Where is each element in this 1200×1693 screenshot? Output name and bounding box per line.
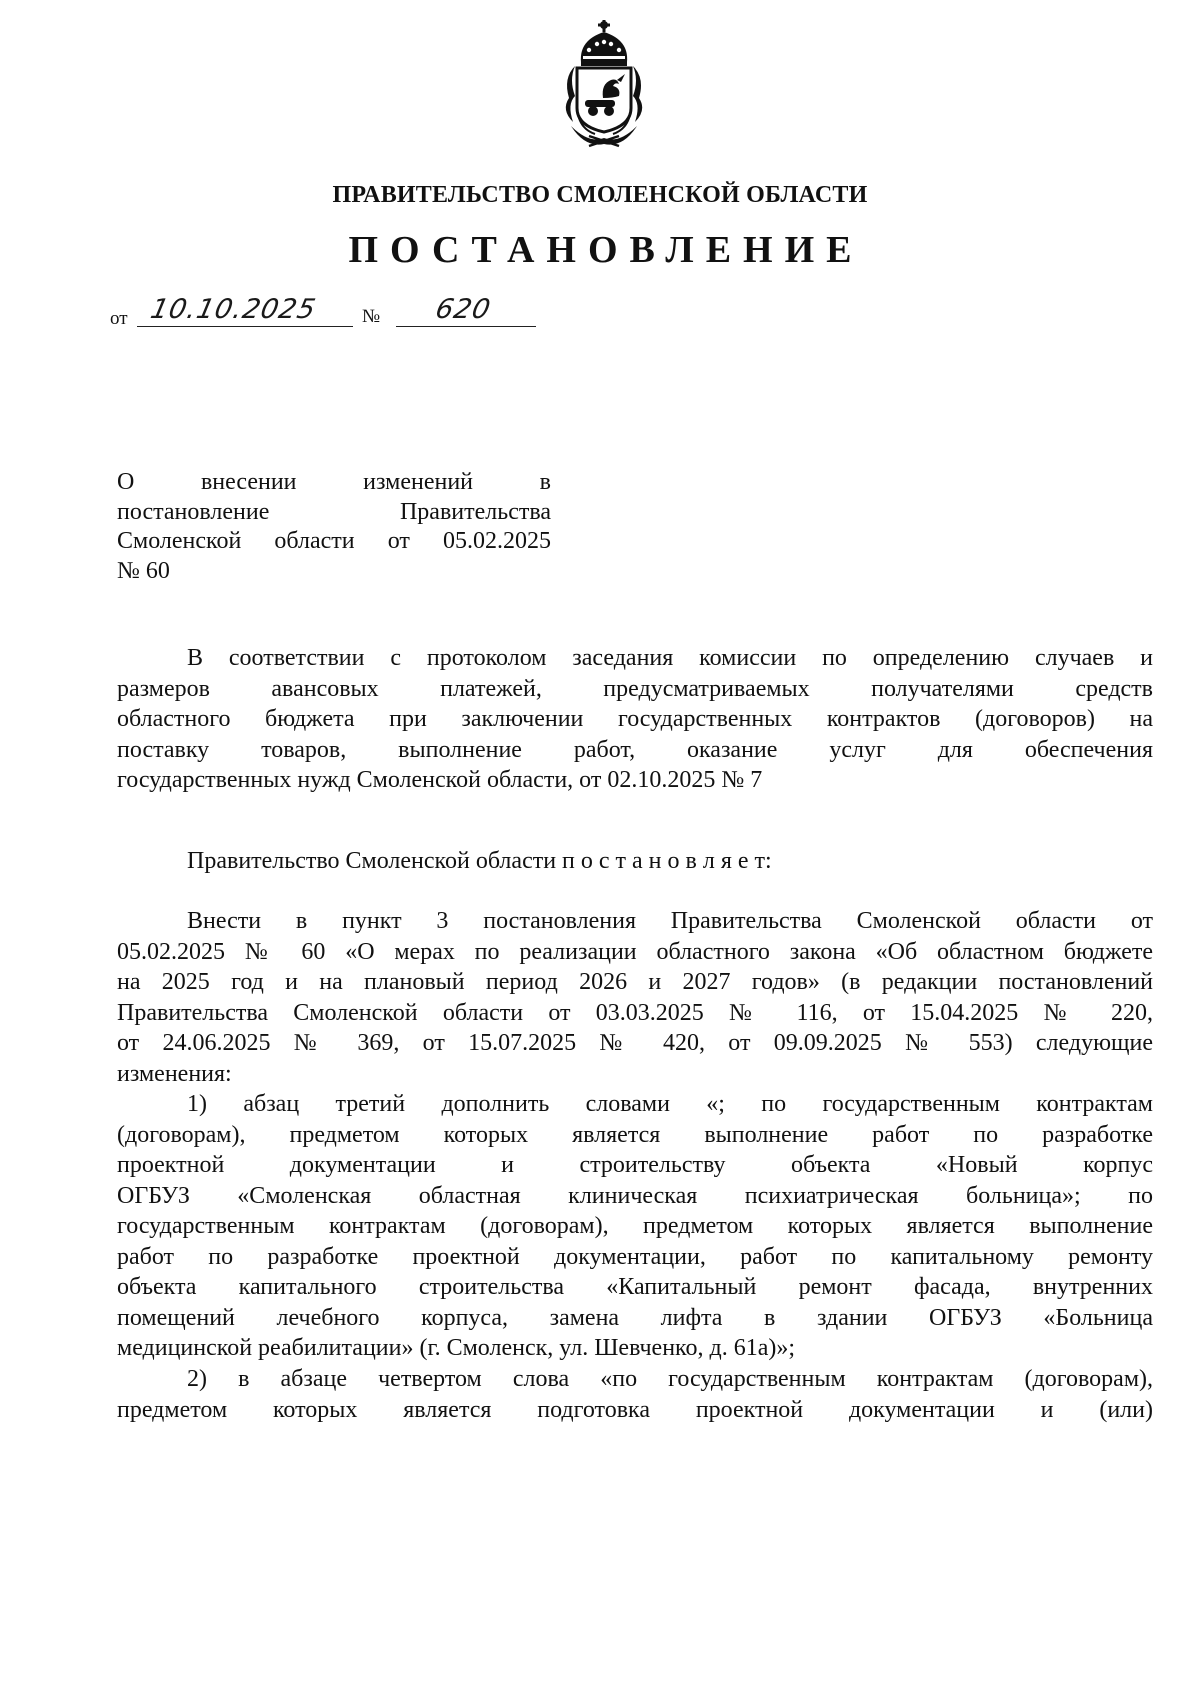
- subject-line: Смоленской области от 05.02.2025: [117, 528, 551, 554]
- document-subject: [117, 468, 551, 586]
- preamble-line: областного бюджета при заключении государственных контрактов (договоров) на: [117, 706, 1153, 732]
- item1-line: работ по разработке проектной документации, работ по капитальному ремонту: [117, 1243, 1153, 1270]
- body-line: 05.02.2025 № 60 «О мерах по реализации областного закона «Об областном бюджете: [117, 938, 1153, 965]
- number-field: [396, 296, 536, 327]
- body-line: от 24.06.2025 № 369, от 15.07.2025 № 420, от 09.09.2025 № 553) следующие: [117, 1030, 1153, 1056]
- date-prefix-label: от: [110, 308, 128, 329]
- handwritten-date: 10.10.2025: [147, 294, 319, 325]
- preamble-line: поставку товаров, выполнение работ, оказание услуг для обеспечения: [117, 736, 1153, 763]
- item1-line: государственным контрактам (договорам), предметом которых является выполнение: [117, 1213, 1153, 1239]
- item1-line: ОГБУЗ «Смоленская областная клиническая психиатрическая больница»; по: [117, 1182, 1153, 1209]
- registration-line: [110, 296, 540, 336]
- item-2-paragraph: [117, 1364, 1153, 1425]
- subject-line: О внесении изменений в: [117, 469, 551, 495]
- body-line: на 2025 год и на плановый период 2026 и 2027 годов» (в редакции постановлений: [117, 969, 1153, 995]
- main-provision: [117, 906, 1153, 1089]
- preamble-line: государственных нужд Смоленской области, от 02.10.2025 № 7: [117, 767, 763, 793]
- item2-line: предметом которых является подготовка проектной документации и (или): [117, 1396, 1153, 1423]
- item1-line: помещений лечебного корпуса, замена лифта в здании ОГБУЗ «Больница: [117, 1304, 1153, 1331]
- item1-line: проектной документации и строительству объекта «Новый корпус: [117, 1152, 1153, 1178]
- item-1-paragraph: [117, 1089, 1153, 1364]
- item1-line: медицинской реабилитации» (г. Смоленск, ул. Шевченко, д. 61а)»;: [117, 1335, 796, 1361]
- body-line: изменения:: [117, 1060, 232, 1087]
- preamble-paragraph: [117, 643, 1153, 796]
- decree-verb: п о с т а н о в л я е т:: [562, 848, 772, 874]
- issuing-authority: ПРАВИТЕЛЬСТВО СМОЛЕНСКОЙ ОБЛАСТИ: [332, 182, 868, 208]
- decree-prefix: Правительство Смоленской области: [187, 848, 557, 874]
- number-sign-label: №: [362, 306, 381, 327]
- item1-line: объекта капитального строительства «Капитальный ремонт фасада, внутренних: [117, 1274, 1153, 1300]
- item2-line: 2) в абзаце четвертом слова «по государственным контрактам (договорам),: [187, 1366, 1153, 1392]
- date-field: [137, 296, 353, 327]
- item1-line: (договорам), предметом которых является выполнение работ по разработке: [117, 1121, 1153, 1148]
- preamble-line: В соответствии с протоколом заседания комиссии по определению случаев и: [187, 645, 1153, 671]
- decree-statement: [117, 846, 1153, 877]
- decree-line: [117, 846, 1153, 877]
- subject-line: № 60: [117, 557, 170, 584]
- body-line: Внести в пункт 3 постановления Правительства Смоленской области от: [187, 908, 1153, 934]
- document-type-title: ПОСТАНОВЛЕНИЕ: [348, 229, 864, 271]
- body-line: Правительства Смоленской области от 03.03.2025 № 116, от 15.04.2025 № 220,: [117, 999, 1153, 1026]
- handwritten-number: 620: [432, 294, 494, 325]
- subject-line: постановление Правительства: [117, 498, 551, 525]
- coat-of-arms-emblem: [559, 18, 649, 150]
- item1-line: 1) абзац третий дополнить словами «; по государственным контрактам: [187, 1091, 1153, 1117]
- preamble-line: размеров авансовых платежей, предусматриваемых получателями средств: [117, 675, 1153, 702]
